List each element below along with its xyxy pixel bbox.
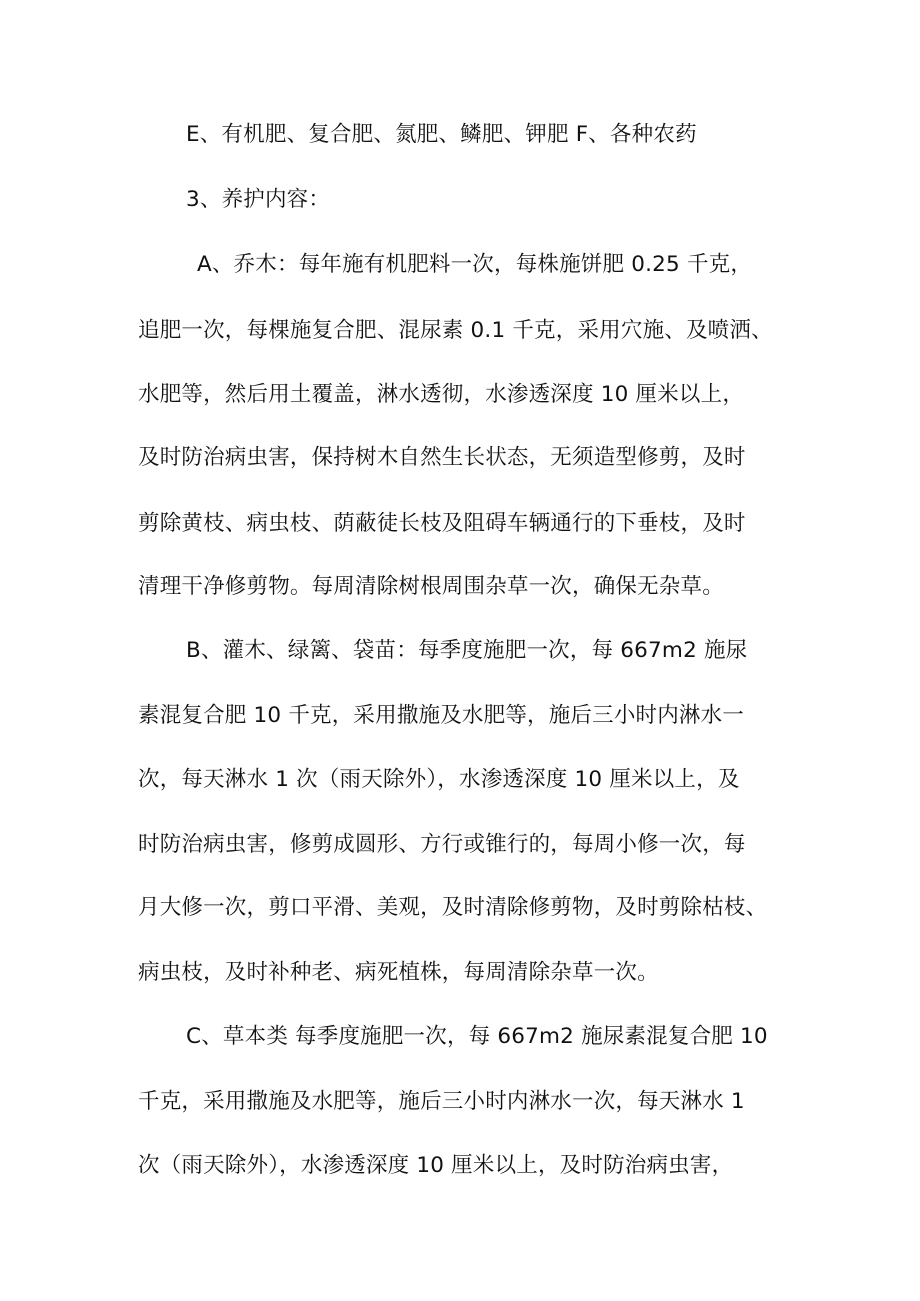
paragraph-b-line-4: 时防治病虫害，修剪成圆形、方行或锥行的，每周小修一次，每 bbox=[138, 832, 746, 857]
paragraph-b-line-6: 病虫枝，及时补种老、病死植株，每周清除杂草一次。 bbox=[138, 960, 659, 985]
text-line-fertilizers: E、有机肥、复合肥、氮肥、鳞肥、钾肥 F、各种农药 bbox=[186, 122, 697, 147]
section-heading-maintenance: 3、养护内容： bbox=[186, 187, 331, 212]
paragraph-a-line-1: A、乔木：每年施有机肥料一次，每株施饼肥 0.25 千克， bbox=[197, 252, 753, 277]
paragraph-b-line-3: 次，每天淋水 1 次（雨天除外），水渗透深度 10 厘米以上，及 bbox=[138, 767, 740, 792]
paragraph-b-line-2: 素混复合肥 10 千克，采用撒施及水肥等，施后三小时内淋水一 bbox=[138, 703, 745, 728]
paragraph-b-line-1: B、灌木、绿篱、袋苗：每季度施肥一次，每 667m2 施尿 bbox=[186, 638, 748, 663]
paragraph-a-line-5: 剪除黄枝、病虫枝、荫蔽徒长枝及阻碍车辆通行的下垂枝，及时 bbox=[138, 511, 746, 536]
paragraph-c-line-3: 次（雨天除外），水渗透深度 10 厘米以上，及时防治病虫害， bbox=[138, 1153, 734, 1178]
paragraph-a-line-3: 水肥等，然后用土覆盖，淋水透彻，水渗透深度 10 厘米以上， bbox=[138, 382, 745, 407]
paragraph-c-line-2: 千克，采用撒施及水肥等，施后三小时内淋水一次，每天淋水 1 bbox=[138, 1089, 745, 1114]
paragraph-a-line-4: 及时防治病虫害，保持树木自然生长状态，无须造型修剪，及时 bbox=[138, 445, 746, 470]
paragraph-b-line-5: 月大修一次，剪口平滑、美观，及时清除修剪物，及时剪除枯枝、 bbox=[138, 895, 768, 920]
paragraph-a-line-6: 清理干净修剪物。每周清除树根周围杂草一次，确保无杂草。 bbox=[138, 574, 724, 599]
paragraph-c-line-1: C、草本类 每季度施肥一次，每 667m2 施尿素混复合肥 10 bbox=[186, 1024, 768, 1049]
paragraph-a-line-2: 追肥一次，每棵施复合肥、混尿素 0.1 千克，采用穴施、及喷洒、 bbox=[138, 318, 773, 343]
